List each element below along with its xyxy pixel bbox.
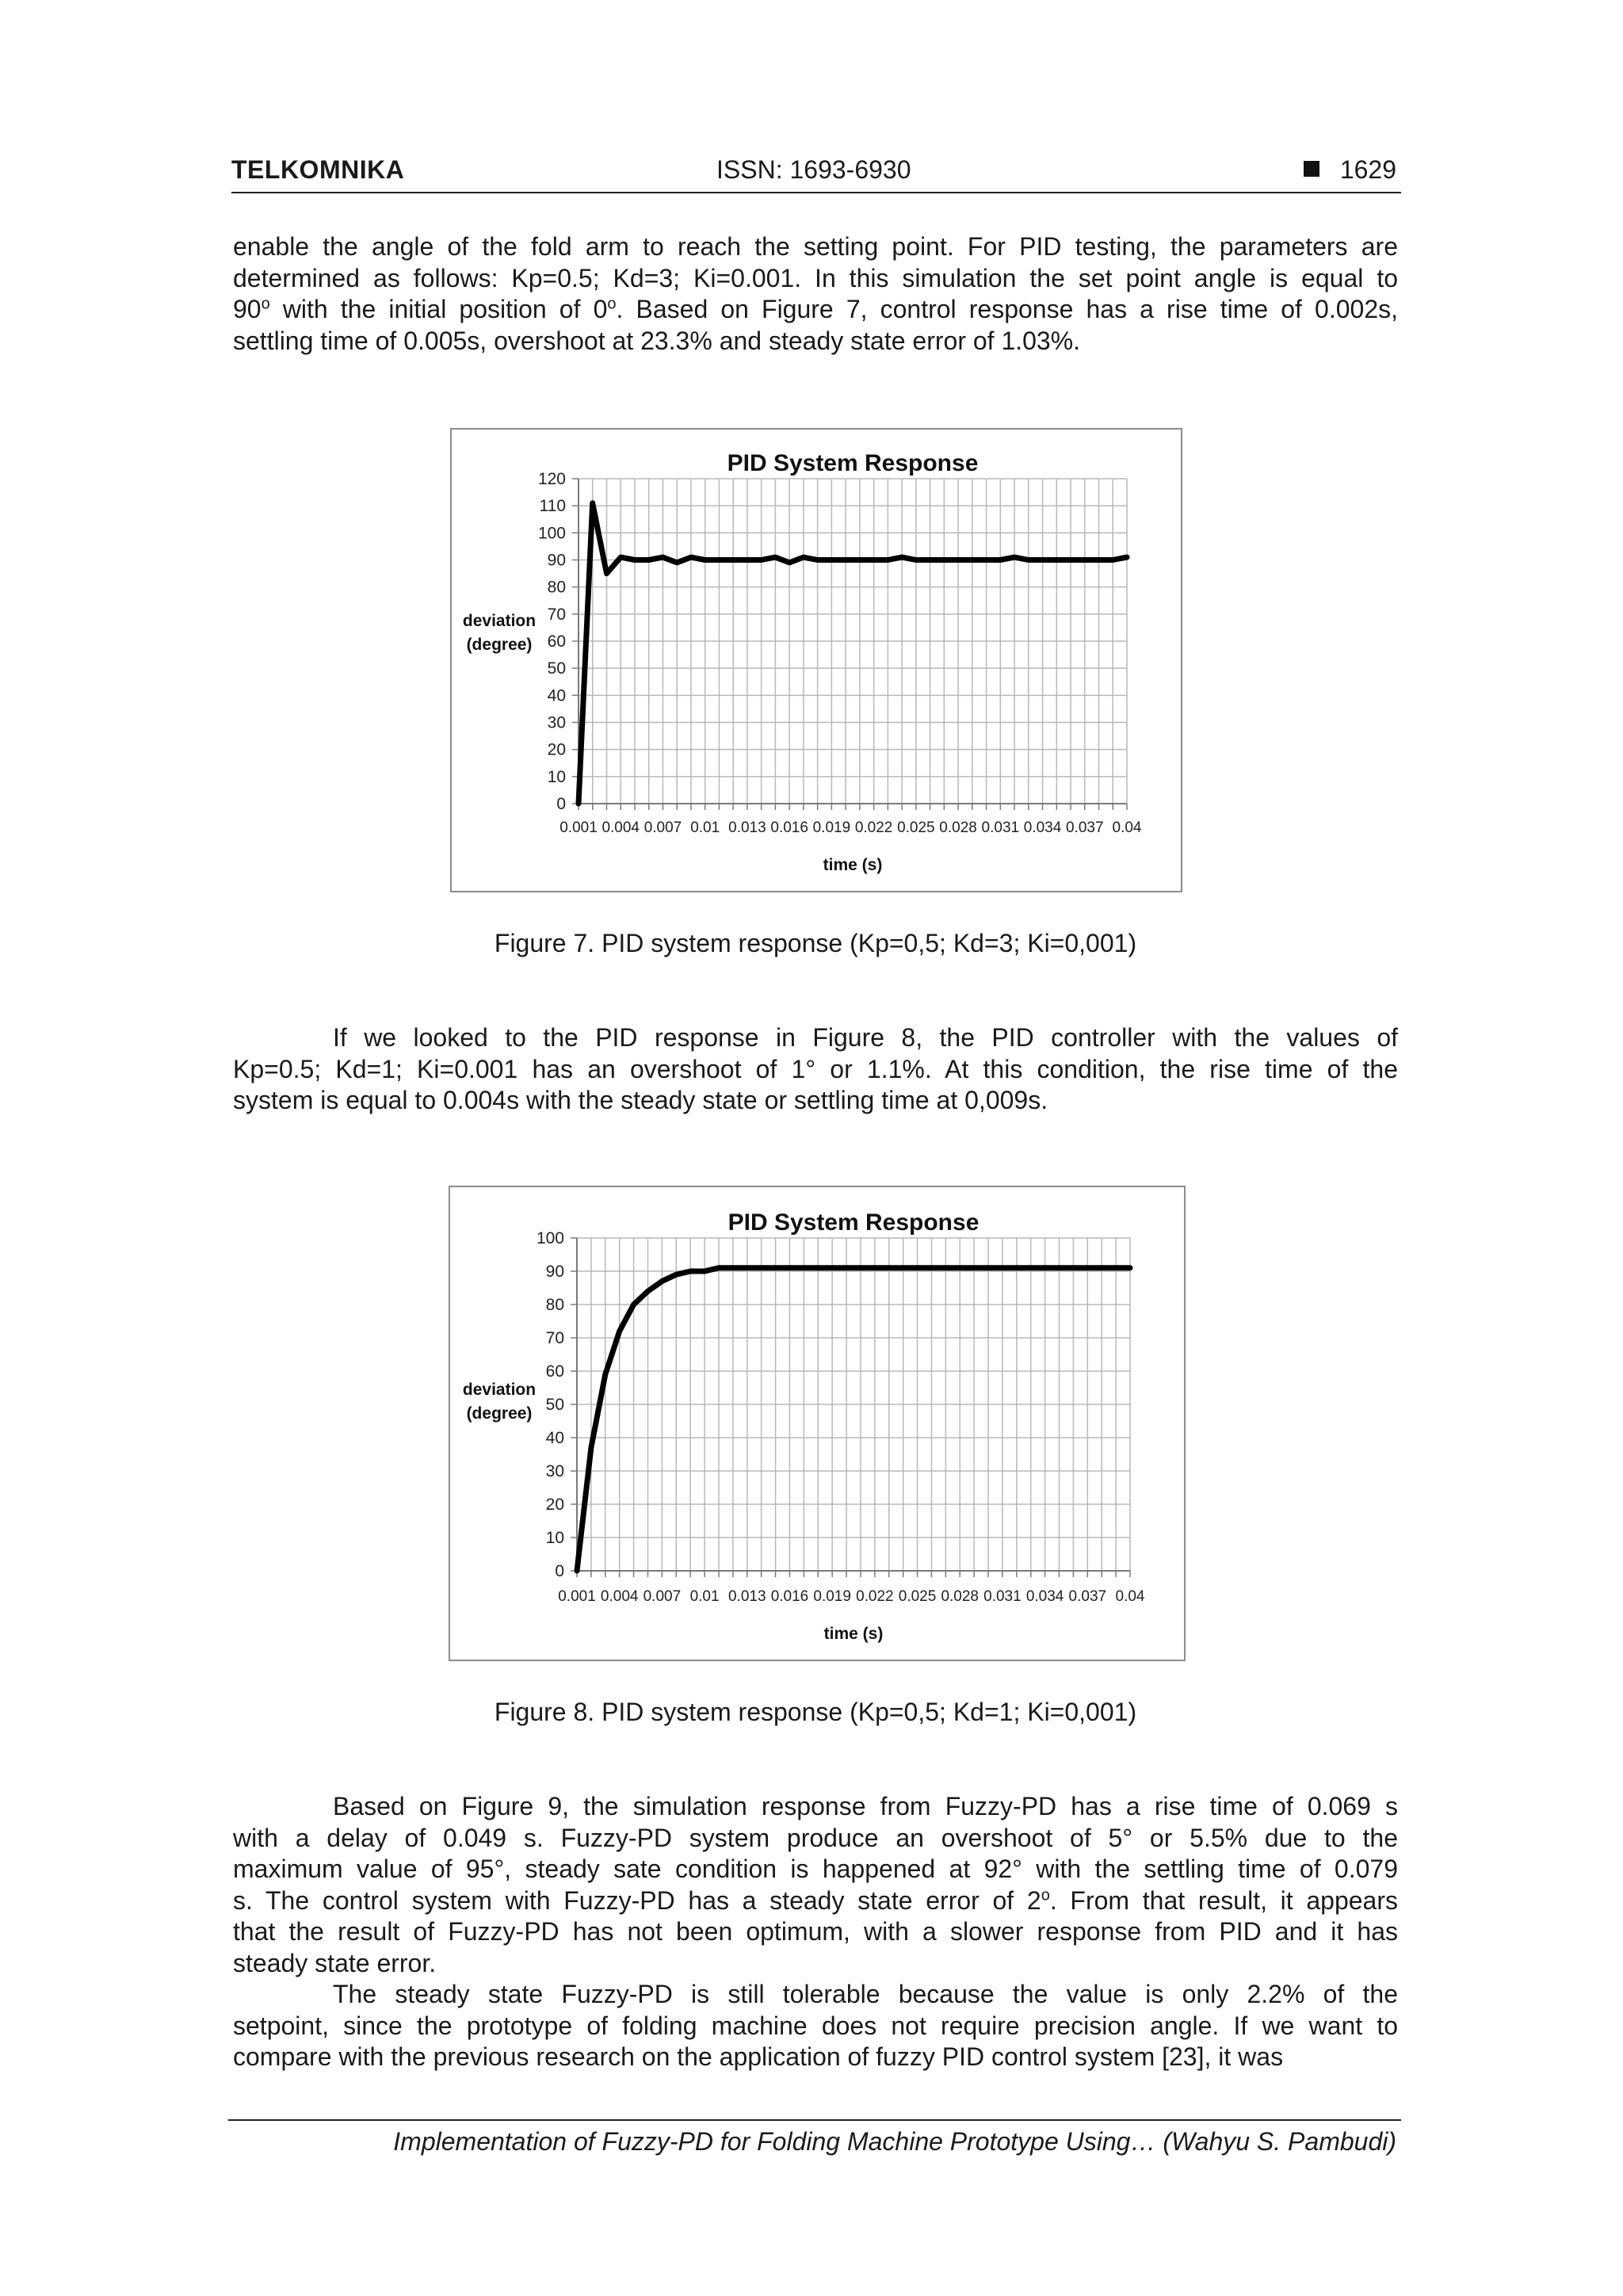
y-tick-label: 60 [545, 1362, 564, 1381]
paragraph-2 [233, 1022, 1398, 1117]
page-number: 1629 [1339, 155, 1396, 184]
x-tick-label: 0.013 [727, 1588, 766, 1605]
x-axis-title: time (s) [823, 856, 883, 874]
y-tick-label: 110 [539, 497, 566, 516]
paragraph-3 [233, 1791, 1398, 1979]
text-line: The steady state Fuzzy-PD is still tolerable because the value is only 2.2% of the [333, 1980, 1398, 2008]
x-tick-label: 0.016 [770, 1588, 809, 1605]
x-tick-label: 0.022 [854, 819, 893, 836]
y-tick-label: 40 [545, 1429, 564, 1447]
text-line: settling time of 0.005s, overshoot at 23.3% and steady state error of 1.03%. [233, 326, 1081, 355]
x-tick-label: 0.01 [689, 1588, 720, 1605]
x-tick-label: 0.001 [558, 1588, 596, 1605]
paragraph-1 [233, 231, 1398, 357]
x-tick-label: 0.01 [690, 819, 720, 836]
x-tick-label: 0.025 [898, 1588, 937, 1605]
text-line: setpoint, since the prototype of folding machine does not require precision angle. If we want to [233, 2011, 1398, 2040]
x-tick-label: 0.031 [981, 819, 1020, 836]
x-tick-label: 0.001 [559, 819, 598, 836]
x-tick-label: 0.022 [856, 1588, 894, 1605]
x-tick-label: 0.025 [897, 819, 935, 836]
x-tick-label: 0.037 [1065, 819, 1104, 836]
x-tick-label: 0.04 [1112, 819, 1142, 836]
issn: ISSN: 1693-6930 [716, 155, 911, 184]
y-tick-label: 20 [547, 740, 566, 759]
y-tick-label: 30 [547, 713, 566, 732]
x-tick-label: 0.004 [600, 1588, 639, 1605]
running-header [231, 155, 1401, 193]
y-tick-label: 90 [545, 1263, 564, 1281]
x-tick-label: 0.028 [939, 819, 977, 836]
superscript: o [607, 295, 617, 313]
y-axis-title: deviation [462, 612, 537, 630]
chart-title: PID System Response [727, 1209, 980, 1236]
text-line: If we looked to the PID response in Figure 8, the PID controller with the values of [333, 1023, 1398, 1052]
x-tick-label: 0.028 [941, 1588, 980, 1605]
y-tick-label: 70 [547, 605, 566, 624]
y-tick-label: 60 [547, 632, 566, 651]
page-number-group [1304, 155, 1396, 185]
y-axis-title: (degree) [466, 636, 533, 654]
series-line [579, 503, 1127, 804]
y-tick-label: 100 [536, 1229, 564, 1247]
series-line [577, 1268, 1130, 1571]
x-tick-label: 0.013 [728, 819, 766, 836]
y-tick-label: 10 [547, 767, 566, 786]
text-line: that the result of Fuzzy-PD has not been optimum, with a slower response from PID and it has [233, 1917, 1398, 1946]
figure-7-caption: Figure 7. PID system response (Kp=0,5; Kd=3; Ki=0,001) [494, 929, 1137, 957]
text-line: steady state error. [233, 1948, 437, 1977]
y-tick-label: 40 [547, 686, 566, 705]
y-tick-label: 80 [547, 578, 566, 597]
square-bullet-icon [1304, 161, 1319, 177]
figure-8-chart [449, 1186, 1186, 1661]
text-line: Kp=0.5; Kd=1; Ki=0.001 has an overshoot of 1° or 1.1%. At this condition, the rise time of the [233, 1054, 1398, 1083]
text-line: Based on Figure 9, the simulation response from Fuzzy-PD has a rise time of 0.069 s [333, 1792, 1398, 1820]
x-axis-title: time (s) [823, 1625, 884, 1643]
x-tick-label: 0.007 [643, 1588, 682, 1605]
x-tick-label: 0.04 [1115, 1588, 1145, 1605]
x-tick-label: 0.019 [812, 819, 851, 836]
y-tick-label: 0 [555, 1562, 564, 1580]
x-tick-label: 0.034 [1023, 819, 1062, 836]
chart-8-svg [450, 1187, 1187, 1663]
footer-rule [228, 2119, 1401, 2121]
y-tick-label: 80 [545, 1296, 564, 1314]
y-axis-title: deviation [462, 1381, 537, 1399]
x-tick-label: 0.031 [983, 1588, 1022, 1605]
x-tick-label: 0.019 [813, 1588, 851, 1605]
figure-8-caption: Figure 8. PID system response (Kp=0,5; Kd=1; Ki=0,001) [494, 1698, 1137, 1726]
text-line: system is equal to 0.004s with the steady state or settling time at 0,009s. [233, 1086, 1048, 1114]
y-tick-label: 90 [547, 551, 566, 570]
y-tick-label: 20 [545, 1496, 564, 1514]
x-tick-label: 0.037 [1068, 1588, 1107, 1605]
y-tick-label: 70 [545, 1329, 564, 1347]
text-line: enable the angle of the fold arm to reach the setting point. For PID testing, the parameters are [233, 232, 1398, 261]
y-tick-label: 0 [556, 795, 566, 813]
x-tick-label: 0.007 [643, 819, 682, 836]
text-line: maximum value of 95°, steady sate condition is happened at 92° with the settling time of 0.079 [233, 1855, 1398, 1883]
chart-7-svg [452, 430, 1184, 894]
journal-name: TELKOMNIKA [231, 155, 405, 184]
text-line: 90$^o$ with the initial position of 0$^o$. Based on Figure 7, control response has a rise time of 0.002s, [233, 295, 1399, 323]
y-axis-title: (degree) [466, 1404, 533, 1423]
y-tick-label: 30 [545, 1462, 564, 1480]
superscript: o [261, 295, 270, 313]
running-footer: Implementation of Fuzzy-PD for Folding Machine Prototype Using… (Wahyu S. Pambudi) [393, 2127, 1396, 2156]
y-tick-label: 100 [537, 524, 566, 543]
x-tick-label: 0.034 [1025, 1588, 1064, 1605]
grid [579, 479, 1127, 804]
paragraph-4 [233, 1979, 1398, 2073]
y-tick-label: 50 [547, 659, 566, 678]
text-line: compare with the previous research on the application of fuzzy PID control system [23], it was [233, 2042, 1284, 2071]
text-line: with a delay of 0.049 s. Fuzzy-PD system produce an overshoot of 5° or 5.5% due to the [233, 1823, 1398, 1852]
y-tick-label: 10 [545, 1529, 564, 1547]
text-line: determined as follows: Kp=0.5; Kd=3; Ki=0.001. In this simulation the set point angle is equal to [233, 263, 1398, 292]
y-tick-label: 120 [537, 470, 566, 488]
chart-title: PID System Response [727, 450, 979, 476]
x-tick-label: 0.016 [770, 819, 808, 836]
text-line: s. The control system with Fuzzy-PD has a steady state error of 2$^o$. From that result, it appears [233, 1885, 1399, 1915]
y-tick-label: 50 [545, 1396, 564, 1414]
x-tick-label: 0.004 [601, 819, 640, 836]
superscript: o [1041, 1885, 1050, 1904]
figure-7-chart [450, 428, 1182, 892]
grid [577, 1238, 1130, 1571]
